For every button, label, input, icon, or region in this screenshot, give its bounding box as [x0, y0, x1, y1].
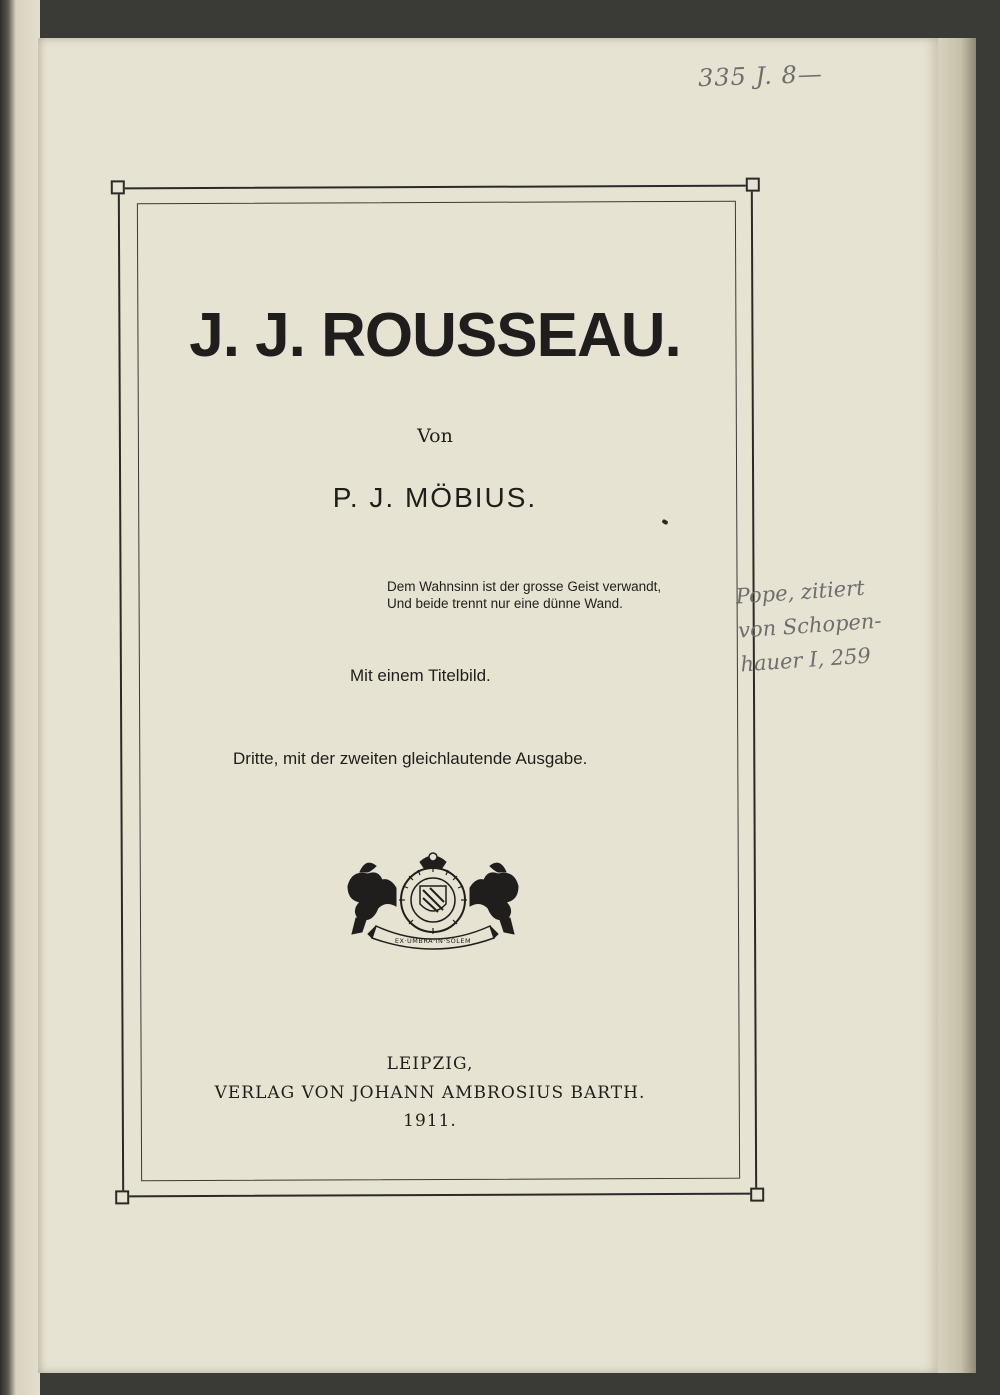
illustration-note: Mit einem Titelbild.	[350, 666, 491, 685]
frame-corner-square	[115, 1190, 129, 1204]
page-edge	[938, 38, 976, 1373]
frame-corner-square	[746, 178, 760, 192]
author-name: P. J. MÖBIUS.	[332, 482, 538, 513]
publisher-device-icon	[338, 848, 528, 952]
by-label: Von	[417, 425, 453, 447]
margin-note-line: von Schopen-	[737, 608, 883, 643]
margin-note-line: Pope, zitiert	[734, 575, 866, 609]
edition-statement: Dritte, mit der zweiten gleichlautende Ausgabe.	[233, 749, 588, 768]
imprint-year: 1911.	[403, 1111, 457, 1131]
handwritten-margin-note	[735, 569, 902, 682]
imprint-publisher: VERLAG VON JOHANN AMBROSIUS BARTH.	[214, 1083, 646, 1103]
handwritten-shelfmark: 335 J. 8—	[697, 59, 824, 93]
imprint-city: LEIPZIG,	[386, 1054, 474, 1074]
epigraph-line: Dem Wahnsinn ist der grosse Geist verwandt,	[387, 579, 662, 594]
epigraph	[387, 578, 661, 612]
margin-note-line: hauer I, 259	[739, 643, 872, 677]
frame-corner-square	[750, 1188, 764, 1202]
device-motto: EX·UMBRA·IN·SOLEM	[394, 937, 472, 945]
epigraph-line: Und beide trennt nur eine dünne Wand.	[387, 596, 623, 611]
book-spine-shadow	[0, 0, 40, 1395]
book-title: J. J. ROUSSEAU.	[189, 301, 681, 370]
frame-corner-square	[111, 180, 125, 194]
